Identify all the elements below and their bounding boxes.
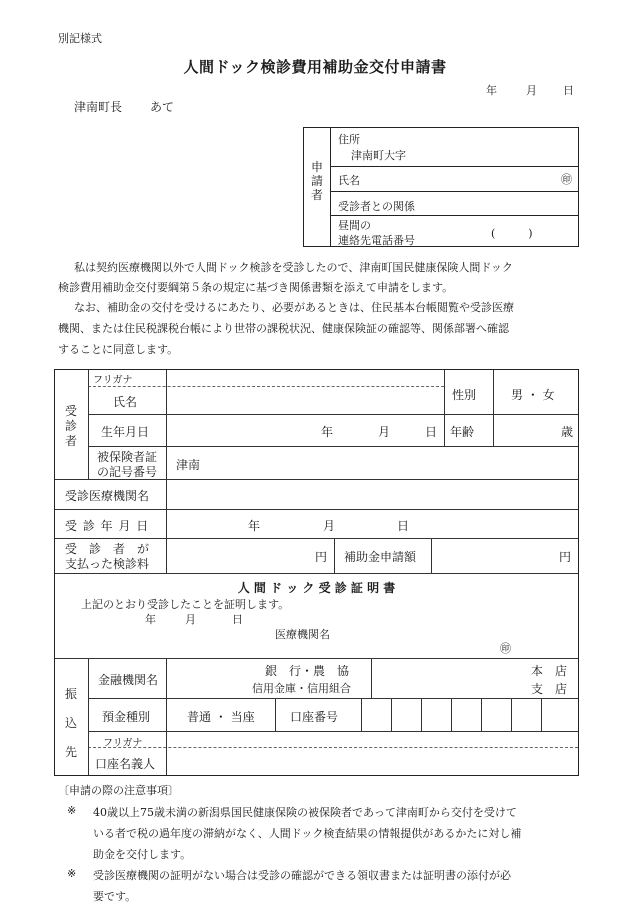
exam-day-label: 日 — [397, 519, 410, 533]
rule — [481, 698, 482, 731]
rule — [371, 658, 372, 698]
rule — [421, 698, 422, 731]
branch-main-label: 本 店 — [531, 664, 568, 678]
account-number-label: 口座番号 — [290, 710, 339, 724]
note1-line1: 40歳以上75歳未満の新潟県国民健康保険の被保険者であって津南町から交付を受けて — [93, 806, 517, 819]
form-type-label: 別記様式 — [58, 32, 102, 45]
examinee-name-label: 氏名 — [113, 395, 138, 409]
certificate-day-label: 日 — [232, 613, 243, 626]
rule — [493, 414, 494, 446]
rule — [55, 573, 578, 574]
notes-heading: 〔申請の際の注意事項〕 — [58, 784, 179, 797]
gender-options[interactable]: 男 ・ 女 — [511, 388, 555, 402]
phone-label-line1: 昼間の — [338, 219, 371, 232]
certificate-year-label: 年 — [145, 613, 156, 626]
rule — [493, 370, 494, 414]
seal-mark: ㊞ — [561, 173, 572, 186]
date-day-label: 日 — [563, 84, 574, 97]
birthdate-label: 生年月日 — [101, 425, 150, 439]
institution-label: 受診医療機関名 — [65, 489, 150, 503]
rule — [55, 509, 578, 510]
rule — [55, 538, 578, 539]
main-form-table — [54, 369, 579, 776]
holder-input[interactable] — [166, 748, 578, 775]
transfer-label: 振込先 — [65, 687, 78, 759]
account-type-options[interactable]: 普通 ・ 当座 — [187, 710, 255, 724]
note1-mark: ※ — [67, 804, 77, 817]
date-year-label: 年 — [486, 84, 497, 97]
branch-name-input[interactable] — [375, 659, 515, 698]
bank-type-line1: 銀 行・農 協 — [265, 664, 350, 678]
phone-paren: ( ) — [491, 227, 533, 240]
branch-sub-label: 支 店 — [531, 682, 568, 696]
holder-furigana-label: フリガナ — [103, 738, 143, 749]
rule — [511, 698, 512, 731]
subsidy-label: 補助金申請額 — [344, 550, 417, 564]
address-value: 津南町大字 — [351, 149, 406, 162]
applicant-name-label: 氏名 — [338, 174, 360, 187]
birth-year-label: 年 — [321, 425, 334, 439]
fee-label-line2: 支払った検診料 — [65, 557, 150, 571]
applicant-label-cell — [304, 128, 331, 246]
rule — [361, 698, 362, 731]
address-label: 住所 — [338, 133, 360, 146]
phone-label-line2: 連絡先電話番号 — [338, 234, 415, 247]
rule — [334, 538, 335, 573]
note2-line1: 受診医療機関の証明がない場合は受診の確認ができる領収書または証明書の添付が必 — [93, 869, 511, 882]
exam-date-label: 受 診 年 月 日 — [65, 519, 150, 533]
account-type-label: 預金種別 — [102, 710, 151, 724]
exam-month-label: 月 — [323, 519, 336, 533]
examinee-name-input[interactable] — [166, 387, 444, 414]
rule — [88, 658, 89, 775]
birth-month-label: 月 — [378, 425, 391, 439]
rule — [444, 370, 445, 446]
fee-yen-unit: 円 — [315, 550, 328, 564]
note2-line2: 要です。 — [93, 890, 137, 903]
para2-line3: することに同意します。 — [58, 343, 179, 356]
age-unit: 歳 — [561, 425, 574, 439]
relation-row[interactable] — [331, 191, 578, 216]
birth-day-label: 日 — [425, 425, 438, 439]
fee-label-line1: 受 診 者 が — [65, 542, 150, 556]
page-title: 人間ドック検診費用補助金交付申請書 — [183, 58, 447, 76]
addressee: 津南町長 — [74, 100, 123, 114]
insured-value[interactable]: 津南 — [176, 458, 201, 472]
para2-line2: 機関、または住民税課税台帳により世帯の課税状況、健康保険証の確認等、関係部署へ確認 — [58, 322, 509, 335]
name-row[interactable] — [331, 166, 578, 192]
relation-label: 受診者との関係 — [338, 200, 415, 213]
rule — [451, 698, 452, 731]
certificate-text: 上記のとおり受診したことを証明します。 — [81, 598, 290, 611]
rule — [88, 414, 578, 415]
examinee-furigana-label: フリガナ — [93, 375, 133, 386]
para1-line1: 私は契約医療機関以外で人間ドック検診を受診したので、津南町国民健康保険人間ドック — [74, 261, 513, 274]
note1-line2: いる者で税の過年度の滞納がなく、人間ドック検査結果の情報提供があるかたに対し補 — [93, 827, 522, 840]
examinee-furigana-input[interactable] — [166, 370, 444, 386]
note2-mark: ※ — [67, 867, 77, 880]
rule — [391, 698, 392, 731]
para2-line1: なお、補助金の交付を受けるにあたり、必要があるときは、住民基本台帳閲覧や受診医療 — [74, 301, 514, 314]
rule — [88, 698, 578, 699]
addressee-suffix: あて — [150, 100, 175, 114]
institution-input[interactable] — [166, 480, 578, 509]
holder-furigana-input[interactable] — [166, 732, 578, 747]
applicant-label: 申請者 — [311, 160, 324, 202]
insured-label-line1: 被保険者証 — [97, 450, 158, 464]
exam-year-label: 年 — [248, 519, 261, 533]
note1-line3: 助金を交付します。 — [93, 848, 192, 861]
rule — [88, 446, 578, 447]
certificate-title: 人 間 ド ッ ク 受 診 証 明 書 — [237, 581, 396, 595]
rule — [541, 698, 542, 731]
holder-label: 口座名義人 — [95, 757, 156, 771]
rule — [88, 370, 89, 479]
para1-line2: 検診費用補助金交付要綱第５条の規定に基づき関係書類を添えて申請をします。 — [58, 281, 454, 294]
insured-label-line2: の記号番号 — [97, 465, 158, 479]
certificate-month-label: 月 — [185, 613, 196, 626]
bank-type-line2: 信用金庫・信用組合 — [252, 682, 351, 695]
address-row[interactable] — [331, 128, 578, 167]
examinee-label: 受診者 — [65, 404, 78, 448]
certificate-institution-label: 医療機関名 — [275, 628, 330, 641]
phone-row[interactable] — [331, 215, 578, 248]
age-label: 年齢 — [450, 425, 475, 439]
bank-label: 金融機関名 — [98, 673, 159, 687]
certificate-seal-mark: ㊞ — [500, 642, 511, 655]
applicant-box — [303, 127, 579, 247]
rule — [431, 538, 432, 573]
gender-label: 性別 — [452, 388, 477, 402]
subsidy-yen-unit: 円 — [559, 550, 572, 564]
date-month-label: 月 — [526, 84, 537, 97]
rule — [275, 698, 276, 731]
